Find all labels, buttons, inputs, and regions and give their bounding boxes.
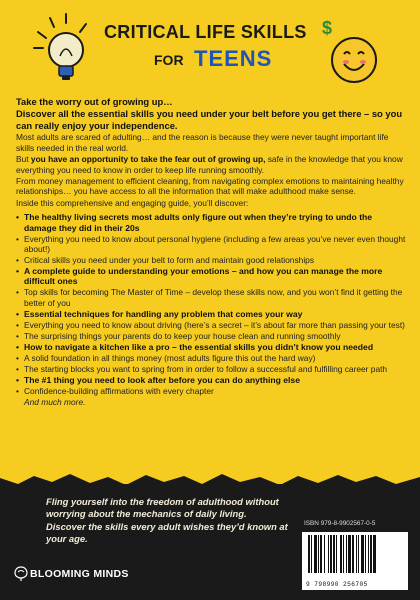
bottom-panel <box>0 484 420 600</box>
barcode-number: 9 798990 256705 <box>306 581 368 588</box>
barcode-bar <box>361 535 364 573</box>
paragraph-3: From money management to efficient cleaning, from navigating complex emotions to maintaining healthy relationships… you have access to all the information that will make adulthood make sense. <box>16 176 404 197</box>
book-title-teens: TEENS <box>194 46 273 71</box>
intro-line1: Take the worry out of growing up… <box>16 96 173 107</box>
barcode-bar <box>328 535 329 573</box>
list-item: • Essential techniques for handling any problem that comes your way <box>16 309 406 319</box>
dollar-sign-icon: $ <box>322 18 333 38</box>
barcode-bar <box>320 535 322 573</box>
list-item: • A complete guide to understanding your emotions – and how you can manage the more difficult ones <box>16 266 406 287</box>
paragraph-1: Most adults are scared of adulting… and the reason is because they were never taught important life skills needed in the real world. <box>16 132 389 153</box>
list-item: • Critical skills you need under your belt to form and maintain good relationships <box>16 255 406 265</box>
publisher-name: BLOOMING MINDS <box>30 568 129 580</box>
barcode-bar <box>370 535 372 573</box>
barcode-bars <box>302 532 408 578</box>
barcode-bar <box>352 535 354 573</box>
smiley-emoji-icon <box>320 28 384 88</box>
barcode-bar <box>373 535 376 573</box>
barcode-bar <box>346 535 347 573</box>
barcode-bar <box>348 535 351 573</box>
barcode-bar <box>333 535 335 573</box>
barcode-bar <box>324 535 325 573</box>
list-item: • The #1 thing you need to look after before you can do anything else <box>16 375 406 385</box>
and-more-text: And much more. <box>24 396 86 407</box>
paragraph-2-start: But <box>16 154 31 165</box>
barcode-bar <box>340 535 342 573</box>
publisher-logo-icon <box>14 566 28 582</box>
isbn-text: ISBN 979-8-9902567-0-5 <box>304 520 376 527</box>
paragraph-4: Inside this comprehensive and engaging guide, you’ll discover: <box>16 197 249 208</box>
barcode-bar <box>368 535 369 573</box>
barcode-bar <box>365 535 366 573</box>
barcode-bar <box>358 535 359 573</box>
list-item: • A solid foundation in all things money (most adults figure this out the hard way) <box>16 353 406 363</box>
list-item: • Confidence-building affirmations with every chapter <box>16 386 406 396</box>
barcode-bar <box>343 535 344 573</box>
barcode-bar <box>314 535 317 573</box>
list-item: • How to navigate a kitchen like a pro – the essential skills you didn’t know you needed <box>16 342 406 352</box>
list-item: • Top skills for becoming The Master of Time – develop these skills now, and you won’t find it getting the better of you <box>16 287 406 308</box>
intro-line2: Discover all the essential skills you need under your belt before you get there – so you can really enjoy your independence. <box>16 107 403 131</box>
list-item: • The surprising things your parents do to keep your house clean and running smoothly <box>16 331 406 341</box>
list-item: • The starting blocks you want to spring from in order to follow a successful and fulfilling career path <box>16 364 406 374</box>
barcode-bar <box>318 535 319 573</box>
description-body <box>16 96 406 407</box>
feature-list <box>16 212 406 396</box>
paragraph-2-end: safe in the knowledge that you know everything you need to know in order to keep life running smoothly. <box>16 154 403 175</box>
list-item: • Everything you need to know about personal hygiene (including a few areas you’ve never even thought about!) <box>16 234 406 255</box>
bottom-line2: Discover the skills every adult wishes they’d known at your age. <box>46 521 288 544</box>
barcode-bar <box>330 535 332 573</box>
paragraph-2 <box>16 154 406 175</box>
barcode-bar <box>311 535 312 573</box>
barcode <box>302 532 408 590</box>
book-title-for: FOR <box>154 52 184 68</box>
bottom-tagline <box>46 496 306 544</box>
bottom-line1: Fling yourself into the freedom of adulthood without worrying about the mechanics of daily living. <box>46 496 279 519</box>
book-title-line1: CRITICAL LIFE SKILLS <box>104 22 307 42</box>
barcode-bar <box>356 535 357 573</box>
lightbulb-icon <box>30 12 100 90</box>
barcode-bar <box>336 535 337 573</box>
list-item: • Everything you need to know about driving (here’s a secret – it’s about far more than passing your test) <box>16 320 406 330</box>
paragraph-2-bold: you have an opportunity to take the fear out of growing up, <box>30 154 266 165</box>
barcode-bar <box>308 535 310 573</box>
title-banner <box>0 0 420 92</box>
list-item: • The healthy living secrets most adults only figure out when they’re trying to undo the damage they did in their 20s <box>16 212 406 233</box>
